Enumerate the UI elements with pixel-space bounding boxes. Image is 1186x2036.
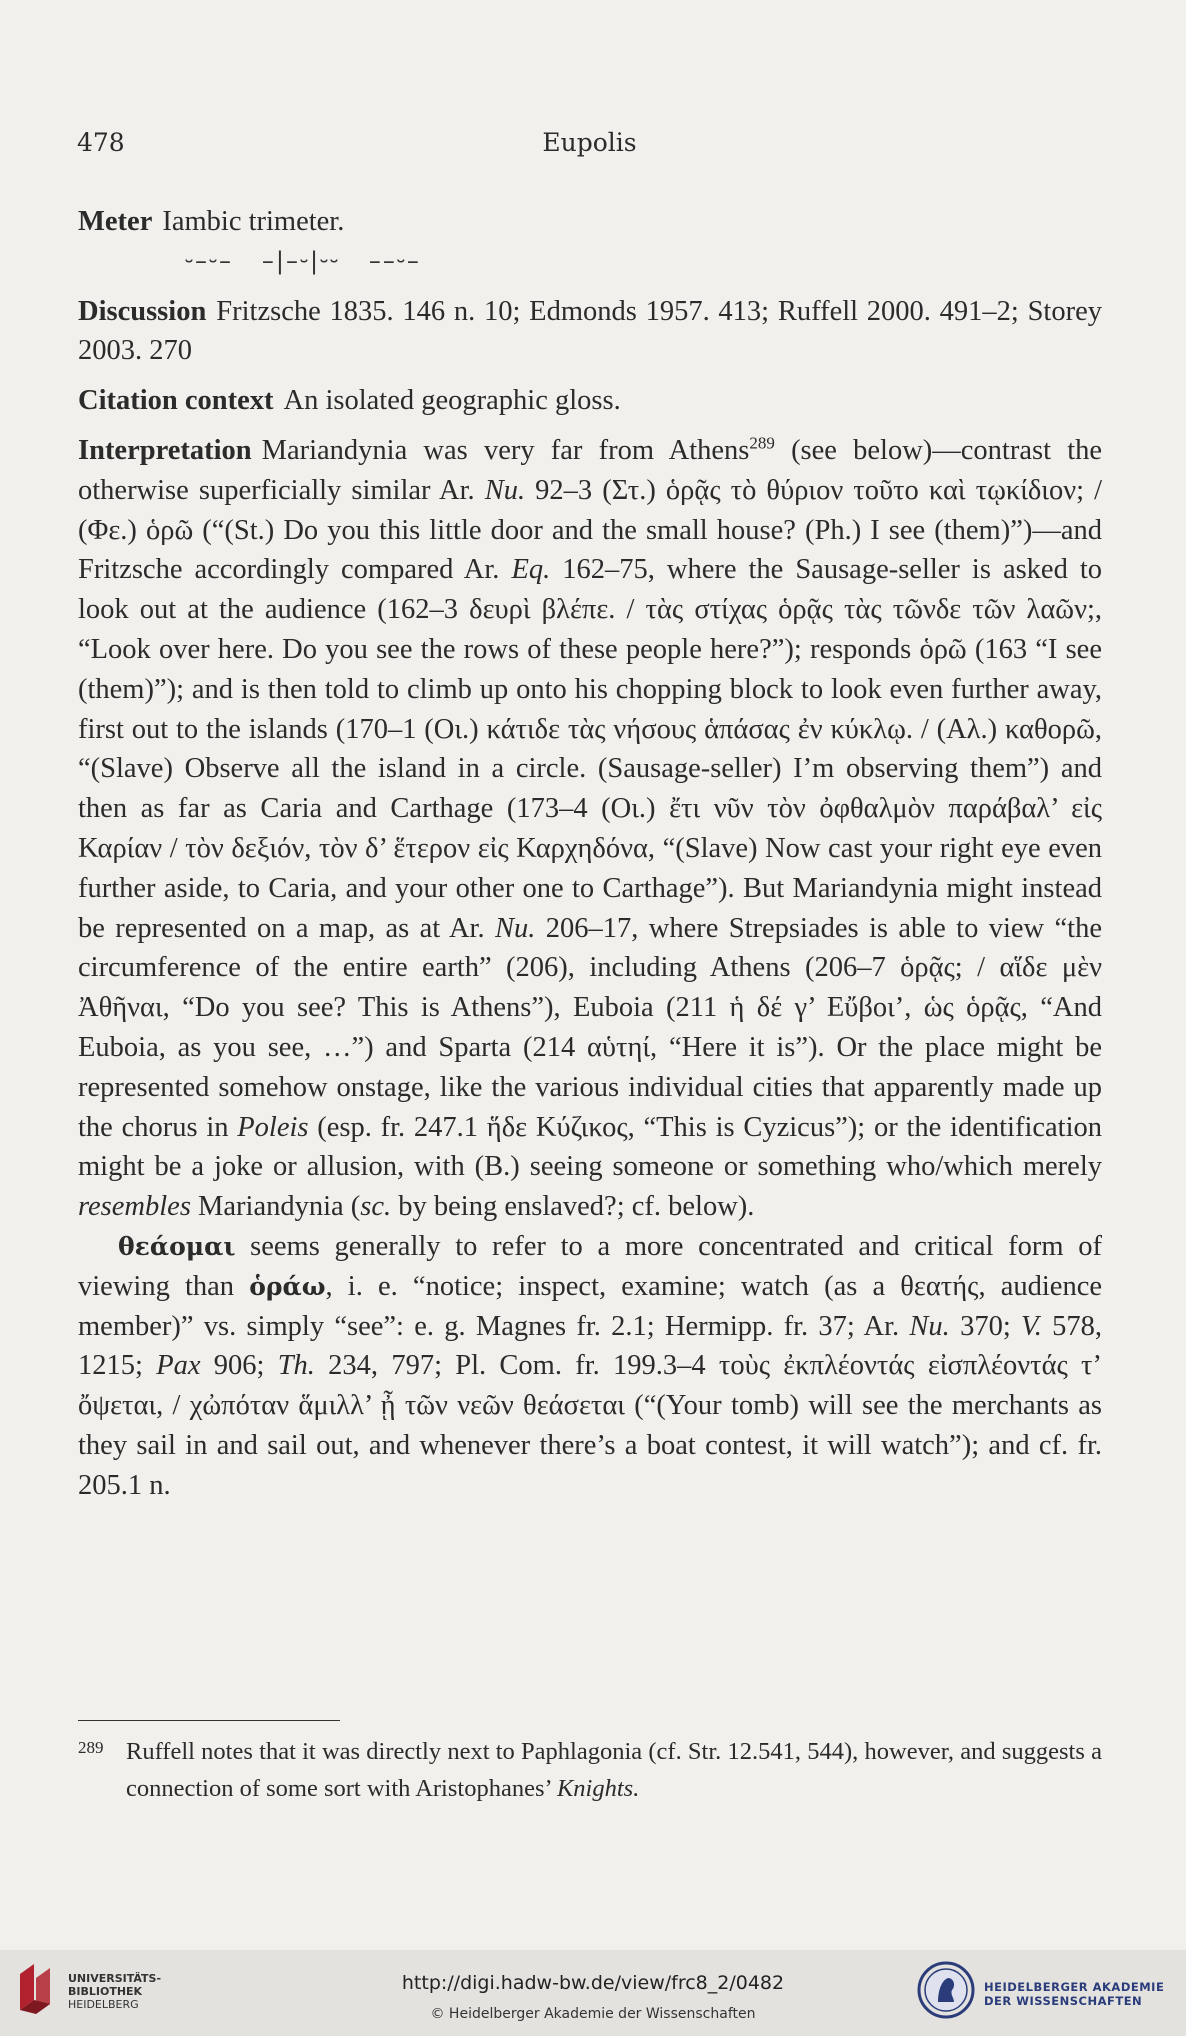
- interpretation-text-8: by being enslaved?; cf. below).: [391, 1191, 755, 1223]
- discussion-label: Discussion: [78, 295, 207, 327]
- interpretation-text-5: 206–17, where Strepsiades is able to view “the circumference of the entire earth” (206), including Athens (206–7 ὁρᾷς; / αἵδε μὲν Ἀθῆναι, “Do you see? This is Athens”), Euboia (211 ἡ δέ γ’ Εὔβοι’, ὡς ὁρᾷς, “And Euboia, as you see, …”) and Sparta (214 αὑτηί, “Here it is”). Or the place might be represented somehow onstage, like the various individual cities that apparently made up the chorus in: [78, 912, 1102, 1143]
- work-title-nu: Nu.: [909, 1310, 950, 1342]
- discussion-section: [78, 292, 1102, 372]
- meter-scheme: ⏑–⏑– –|–⏑|⏑⏑ ––⏑–: [185, 247, 421, 275]
- work-title-th: Th.: [277, 1350, 315, 1382]
- lemma-text-2: , i. e. “notice; inspect, examine; watch (as a θεατής, audience member)” vs. simply “see”: e. g. Magnes fr. 2.1; Hermipp. fr. 37; Ar.: [78, 1270, 1102, 1342]
- interpretation-section: [78, 431, 1102, 1227]
- work-title-knights: Knights.: [556, 1775, 640, 1802]
- work-title-eq: Eq.: [511, 554, 551, 586]
- digital-url-link[interactable]: http://digi.hadw-bw.de/view/frc8_2/0482: [401, 1972, 785, 1994]
- lemma-word-orao: ὁράω: [249, 1271, 326, 1301]
- footnote: [78, 1733, 1102, 1807]
- lemma-paragraph: [78, 1227, 1102, 1506]
- work-title-pax: Pax: [156, 1350, 201, 1382]
- interpretation-text-2: (see below)—contrast the otherwise superficially similar Ar.: [78, 434, 1103, 506]
- interpretation-label: Interpretation: [78, 434, 252, 466]
- citation-section: [78, 381, 1102, 421]
- lemma-text-5: 906;: [200, 1350, 278, 1382]
- interpretation-text-7: Mariandynia (: [190, 1191, 361, 1223]
- citation-label: Citation context: [78, 385, 274, 417]
- footnote-ref[interactable]: 289: [749, 433, 775, 453]
- academy-line-2: DER WISSENSCHAFTEN: [984, 1994, 1143, 2008]
- copyright-notice: © Heidelberger Akademie der Wissenschaften: [430, 2006, 756, 2022]
- work-title-v: V.: [1021, 1310, 1042, 1342]
- meter-text: Iambic trimeter.: [162, 206, 345, 237]
- digitization-footer: [0, 1950, 1186, 2036]
- academy-line-1: HEIDELBERGER AKADEMIE: [984, 1980, 1165, 1994]
- library-line-3: HEIDELBERG: [68, 1998, 139, 2011]
- academy-seal-icon: [916, 1960, 976, 2020]
- interpretation-text-6: (esp. fr. 247.1 ἥδε Κύζικος, “This is Cyzicus”); or the identification might be a joke or allusion, with (B.) seeing someone or something who/which merely: [78, 1111, 1102, 1183]
- running-head-author: Eupolis: [542, 128, 637, 157]
- interpretation-text-3: 92–3 (Στ.) ὁρᾷς τὸ θύριον τοῦτο καὶ τῳκίδιον; / (Φε.) ὁρῶ (“(St.) Do you this little door and the small house? (Ph.) I see (them)”)—and Fritzsche accordingly compared Ar.: [78, 474, 1102, 586]
- discussion-text: Fritzsche 1835. 146 n. 10; Edmonds 1957. 413; Ruffell 2000. 491–2; Storey 2003. 270: [78, 295, 1102, 367]
- interpretation-text-1: Mariandynia was very far from Athens: [261, 434, 750, 466]
- lemma-text-6: 234, 797; Pl. Com. fr. 199.3–4 τοὺς ἐκπλέοντάς εἰσπλέοντάς τ’ ὄψεται, / χὠπόταν ἅμιλλ’ ᾖ τῶν νεῶν θεάσεται (“(Your tomb) will see the merchants as they sail in and sail out, and whenever there’s a boat contest, it will watch”); and cf. fr. 205.1 n.: [78, 1350, 1103, 1501]
- citation-text: An isolated geographic gloss.: [283, 385, 621, 417]
- lemma-text-1: seems generally to refer to a more concentrated and critical form of viewing than: [78, 1230, 1102, 1302]
- academy-name: [984, 1980, 1164, 2008]
- library-line-1: UNIVERSITÄTS-: [68, 1972, 162, 1985]
- lemma-text-3: 370;: [949, 1310, 1021, 1342]
- page-number: 478: [77, 128, 125, 157]
- lemma-word: θεάομαι: [118, 1231, 236, 1261]
- lemma-text-4: 578, 1215;: [78, 1310, 1103, 1382]
- library-line-2: BIBLIOTHEK: [68, 1985, 143, 1998]
- meter-label: Meter: [78, 206, 153, 237]
- footnote-rule: [78, 1720, 340, 1721]
- abbrev-sc: sc.: [360, 1191, 392, 1223]
- footnote-text: [126, 1733, 1102, 1807]
- work-title-nu: Nu.: [484, 474, 526, 506]
- footnote-body: Ruffell notes that it was directly next to Paphlagonia (cf. Str. 12.541, 544), however, and suggests a connection of some sort with Aristophanes’: [126, 1738, 1102, 1802]
- commentary-body: [78, 202, 1102, 1506]
- emphasis-resembles: resembles: [78, 1191, 191, 1223]
- work-title-poleis: Poleis: [237, 1111, 309, 1143]
- work-title-nu: Nu.: [494, 912, 536, 944]
- interpretation-text-4: 162–75, where the Sausage-seller is asked to look out at the audience (162–3 δευρὶ βλέπε. / τὰς στίχας ὁρᾷς τὰς τῶνδε τῶν λαῶν;, “Look over here. Do you see the rows of these people here?”); responds ὁρῶ (163 “I see (them)”); and is then told to climb up onto his chopping block to look even further away, first out to the islands (170–1 (Οι.) κάτιδε τὰς νήσους ἁπάσας ἐν κύκλῳ. / (Αλ.) καθορῶ, “(Slave) Observe all the island in a circle. (Sausage-seller) I’m observing them”) and then as far as Caria and Carthage (173–4 (Οι.) ἔτι νῦν τὸν ὀφθαλμὸν παράβαλ’ εἰς Καρίαν / τὸν δεξιόν, τὸν δ’ ἕτερον εἰς Καρχηδόνα, “(Slave) Now cast your right eye even further aside, to Caria, and your other one to Carthage”). But Mariandynia might instead be represented on a map, as at Ar.: [78, 554, 1103, 944]
- meter-line: [78, 202, 1102, 242]
- footnote-number: 289: [78, 1738, 104, 1757]
